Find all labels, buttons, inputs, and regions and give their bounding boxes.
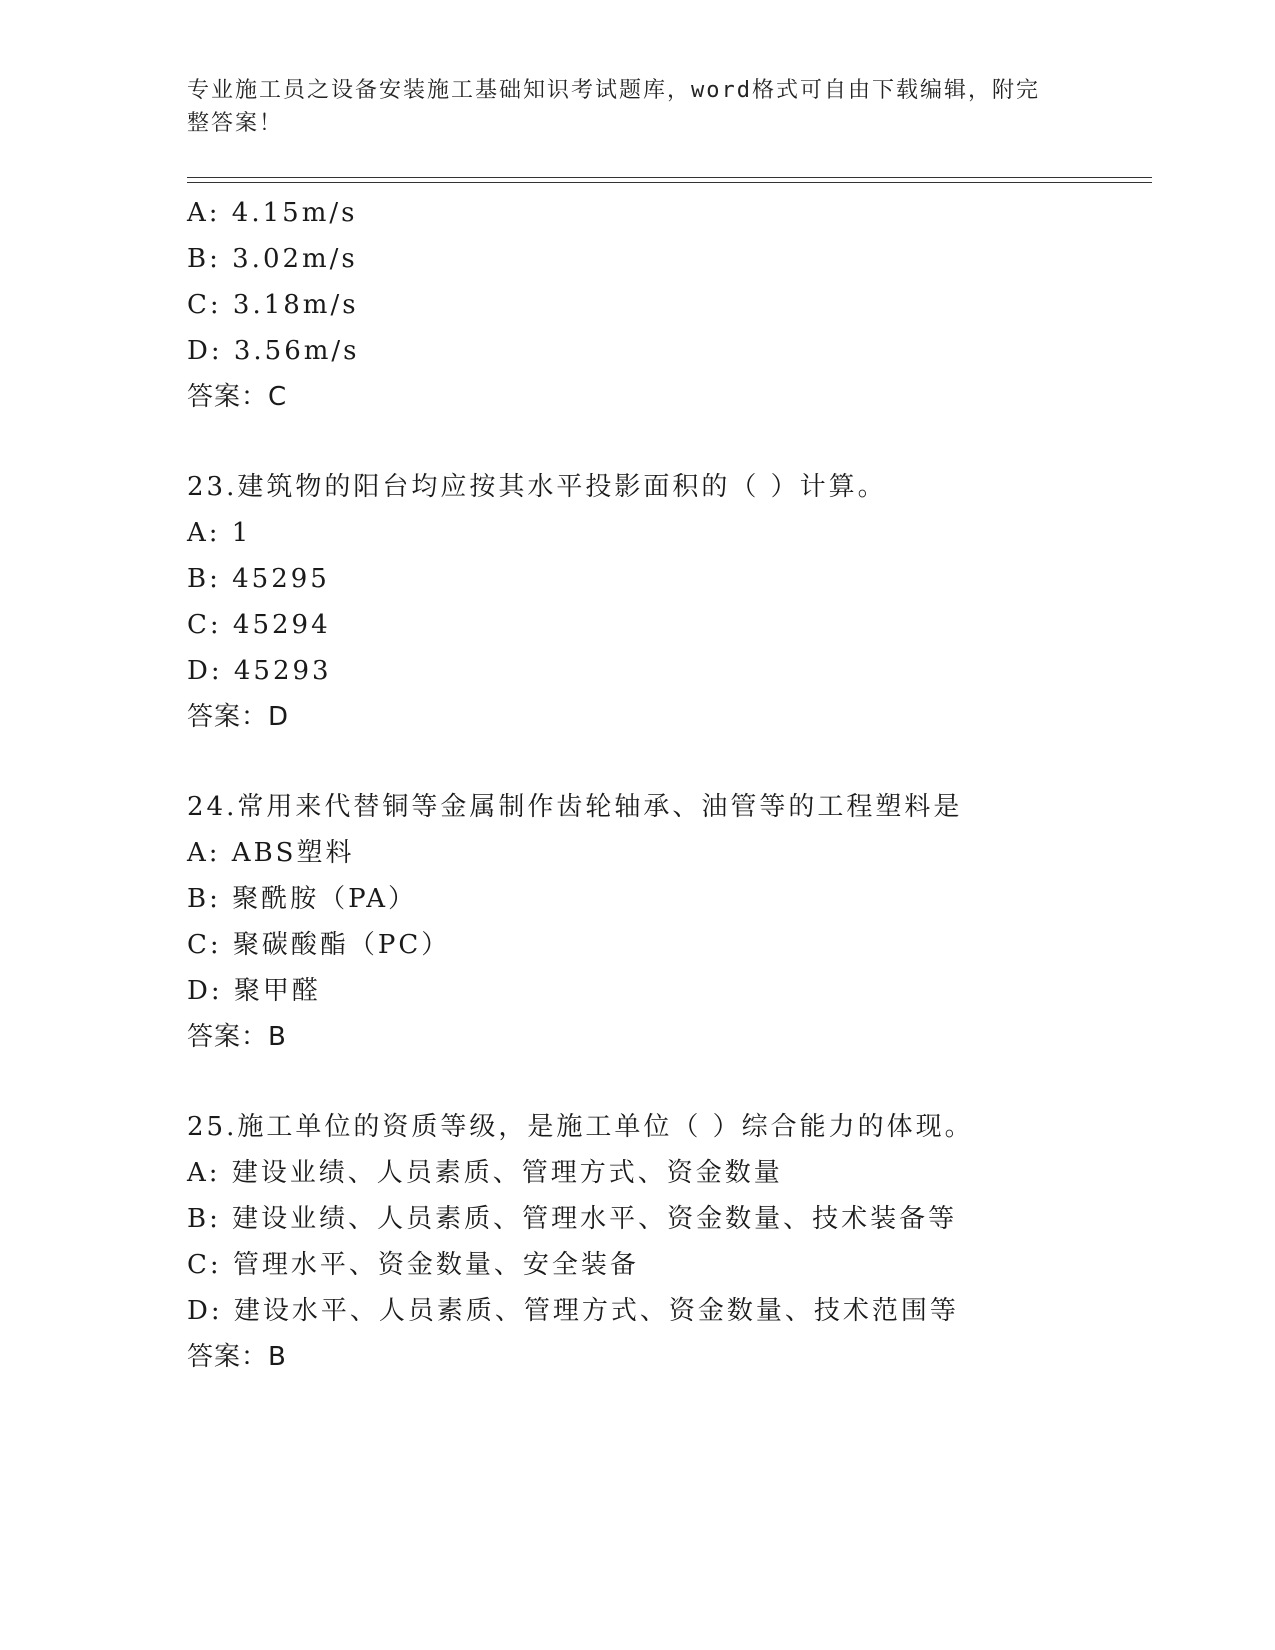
spacer xyxy=(187,420,1152,464)
answer-line: 答案：C xyxy=(187,382,288,412)
option-c: C: 聚碳酸酯（PC） xyxy=(187,930,451,960)
option-b: B: 45295 xyxy=(187,564,330,594)
header-line-2: 整答案！ xyxy=(187,111,284,136)
question-text: 23.建筑物的阳台均应按其水平投影面积的（ ）计算。 xyxy=(187,472,887,502)
spacer xyxy=(187,1060,1152,1104)
option-c: C: 45294 xyxy=(187,610,331,640)
answer-line: 答案：B xyxy=(187,1342,287,1372)
header-line-1: 专业施工员之设备安装施工基础知识考试题库，word格式可自由下载编辑，附完 xyxy=(187,78,1040,103)
answer-line: 答案：D xyxy=(187,702,290,732)
option-a: A: ABS塑料 xyxy=(187,838,355,868)
option-b: B: 建设业绩、人员素质、管理水平、资金数量、技术装备等 xyxy=(187,1204,958,1234)
option-d: D: 建设水平、人员素质、管理方式、资金数量、技术范围等 xyxy=(187,1296,959,1326)
option-d: D: 45293 xyxy=(187,656,332,686)
option-a: A: 4.15m/s xyxy=(187,198,358,228)
header-divider-top xyxy=(187,177,1152,178)
option-a: A: 建设业绩、人员素质、管理方式、资金数量 xyxy=(187,1158,783,1188)
header-divider-bottom xyxy=(187,182,1152,183)
option-c: C: 管理水平、资金数量、安全装备 xyxy=(187,1250,639,1280)
option-b: B: 聚酰胺（PA） xyxy=(187,884,418,914)
answer-line: 答案：B xyxy=(187,1022,287,1052)
question-24-block xyxy=(187,784,1152,1060)
question-22-block xyxy=(187,190,1152,420)
spacer xyxy=(187,740,1152,784)
option-b: B: 3.02m/s xyxy=(187,244,358,274)
option-a: A: 1 xyxy=(187,518,252,548)
question-text: 25.施工单位的资质等级，是施工单位（ ）综合能力的体现。 xyxy=(187,1112,974,1142)
question-text: 24.常用来代替铜等金属制作齿轮轴承、油管等的工程塑料是 xyxy=(187,792,963,822)
question-25-block xyxy=(187,1104,1152,1380)
document-header xyxy=(187,74,1067,140)
question-list xyxy=(187,190,1152,1380)
option-c: C: 3.18m/s xyxy=(187,290,359,320)
option-d: D: 聚甲醛 xyxy=(187,976,321,1006)
option-d: D: 3.56m/s xyxy=(187,336,360,366)
question-23-block xyxy=(187,464,1152,740)
